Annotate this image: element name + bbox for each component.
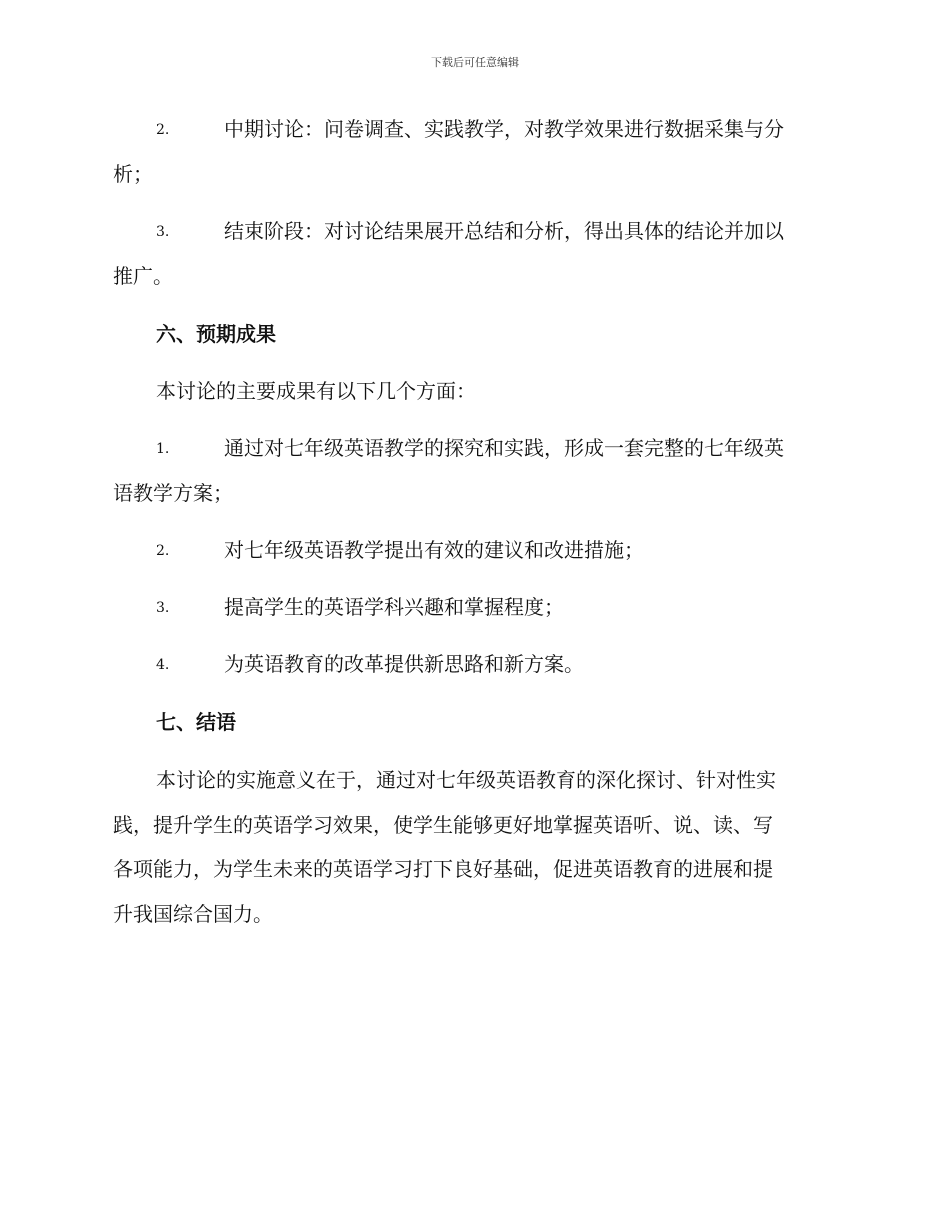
section-heading: 七、结语 (156, 710, 236, 734)
list-item-text: 为英语教育的改革提供新思路和新方案。 (224, 652, 584, 676)
list-item-text: 对七年级英语教学提出有效的建议和改进措施； (224, 538, 644, 562)
list-item-number: 2. (156, 543, 170, 559)
step-text-continued: 推广。 (113, 264, 173, 288)
list-item-number: 1. (156, 441, 170, 457)
step-text-continued: 析； (113, 162, 153, 186)
list-item-number: 4. (156, 657, 170, 673)
section-intro: 本讨论的主要成果有以下几个方面： (156, 379, 476, 403)
paragraph-line: 各项能力，为学生未来的英语学习打下良好基础，促进英语教育的进展和提 (113, 857, 773, 881)
paragraph-line: 本讨论的实施意义在于，通过对七年级英语教育的深化探讨、针对性实 (156, 768, 776, 792)
list-item-number: 3. (156, 600, 170, 616)
step-text: 中期讨论：问卷调查、实践教学，对教学效果进行数据采集与分 (224, 117, 784, 141)
step-text: 结束阶段：对讨论结果展开总结和分析，得出具体的结论并加以 (224, 219, 784, 243)
page-header: 下载后可任意编辑 (431, 56, 519, 69)
list-item-text: 通过对七年级英语教学的探究和实践，形成一套完整的七年级英 (224, 436, 784, 460)
paragraph-line: 升我国综合国力。 (113, 902, 273, 926)
step-number: 2. (156, 122, 170, 138)
list-item-text: 提高学生的英语学科兴趣和掌握程度； (224, 595, 564, 619)
step-number: 3. (156, 224, 170, 240)
list-item-text-continued: 语教学方案； (113, 481, 233, 505)
section-heading: 六、预期成果 (156, 322, 276, 346)
paragraph-line: 践，提升学生的英语学习效果，使学生能够更好地掌握英语听、说、读、写 (113, 813, 773, 837)
